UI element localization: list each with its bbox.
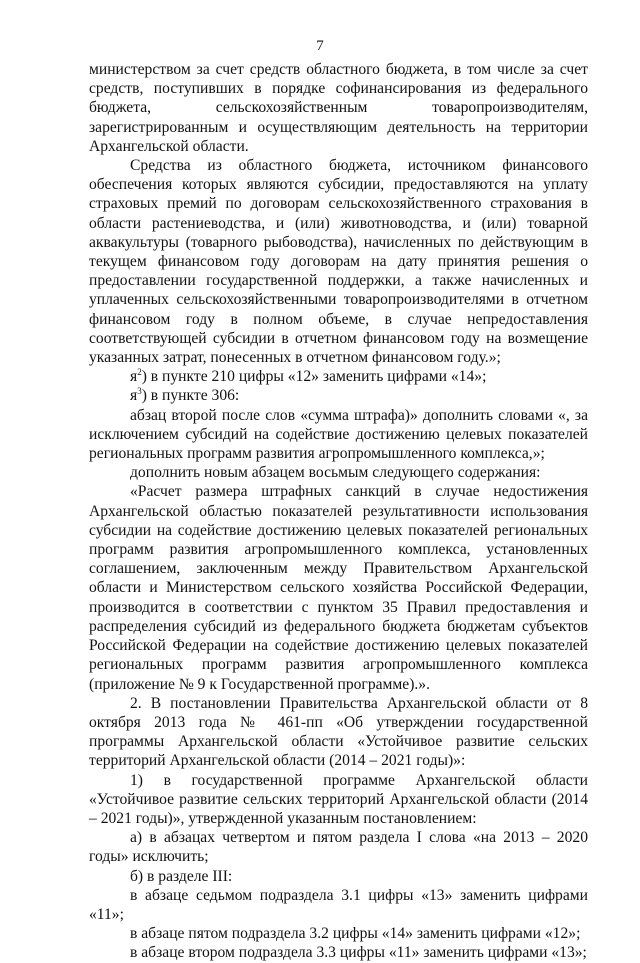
paragraph-13: в абзаце пятом подраздела 3.2 цифры «14» заменить цифрами «12»; [130, 925, 581, 943]
paragraph-8: 2. В постановлении Правительства Архангельской области от 8 октября 2013 года № 461-пп «Об утверждении государственной программы Архангельской области «Устойчивое развитие сельских территорий Архангельской области (2014 – 2021 годы)»: [89, 694, 588, 770]
paragraph-3 [89, 367, 588, 386]
item-text: ) в пункте 306: [141, 387, 240, 405]
item-letter: я [130, 368, 138, 386]
item-letter: я [130, 387, 138, 405]
item-superscript: 3 [137, 386, 142, 397]
paragraph-1: министерством за счет средств областного бюджета, в том числе за счет средств, поступивших в порядке софинансирования из федерального бюджета, сельскохозяйственным товаропроизводителям, зарегистрированным и осуществляющим деятельность на территории Архангельской области. [89, 61, 588, 155]
document-body [89, 60, 588, 963]
paragraph-12: в абзаце седьмом подраздела 3.1 цифры «13» заменить цифрами «11»; [89, 886, 588, 923]
paragraph-9: 1) в государственной программе Архангельской области «Устойчивое развитие сельских территорий Архангельской области (2014 – 2021 годы)», утвержденной указанным постановлением: [89, 771, 588, 827]
page-number: 7 [316, 38, 324, 54]
paragraph-14: в абзаце втором подраздела 3.3 цифры «11» заменить цифрами «13»; [130, 944, 587, 962]
item-superscript: 2 [137, 367, 142, 378]
paragraph-4 [89, 386, 588, 405]
paragraph-2: Средства из областного бюджета, источником финансового обеспечения которых являются субсидии, предоставляются на уплату страховых премий по договорам сельскохозяйственного страхования в области растениеводства, и (или) животноводства, и (или) товарной аквакультуры (товарного рыбоводства), начисленных по действующим в текущем финансовом году договорам на дату принятия решения о предоставлении государственной поддержки, а также начисленных и уплаченных сельскохозяйственными товаропроизводителями в отчетном финансовом году в полном объеме, в случае непредоставления соответствующей субсидии в отчетном финансовом году на возмещение указанных затрат, понесенных в отчетном финансовом году.»; [89, 157, 588, 367]
paragraph-5: абзац второй после слов «сумма штрафа)» дополнить словами «, за исключением субсидий на содействие достижению целевых показателей региональных программ развития агропромышленного комплекса,»; [89, 406, 588, 463]
paragraph-7: «Расчет размера штрафных санкций в случае недостижения Архангельской областью показателей результативности использования субсидии на содействие достижению целевых показателей региональных программ развития агропромышленного комплекса, установленных соглашением, заключенным между Правительством Архангельской области и Министерством сельского хозяйства Российской Федерации, производится в соответствии с пунктом 35 Правил предоставления и распределения субсидий из федерального бюджета бюджетам субъектов Российской Федерации на содействие достижению целевых показателей региональных программ развития агропромышленного комплекса (приложение № 9 к Государственной программе).». [89, 483, 588, 693]
item-text: ) в пункте 210 цифры «12» заменить цифрами «14»; [141, 368, 487, 386]
paragraph-11: б) в разделе III: [130, 867, 233, 885]
paragraph-10: а) в абзацах четвертом и пятом раздела I слова «на 2013 – 2020 годы» исключить; [89, 829, 588, 866]
paragraph-6: дополнить новым абзацем восьмым следующего содержания: [130, 464, 541, 482]
